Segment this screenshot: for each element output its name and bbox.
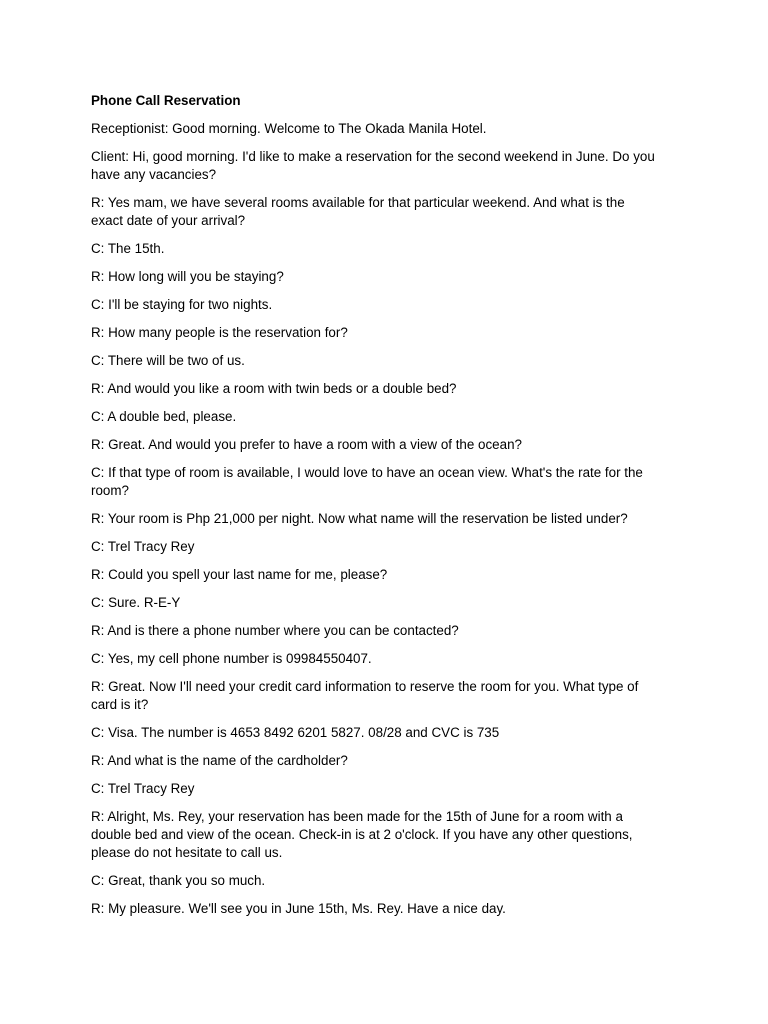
dialogue-line-12: C: If that type of room is available, I would love to have an ocean view. What's the rate for the room? xyxy=(91,465,643,498)
dialogue-line-5: R: How long will you be staying? xyxy=(91,269,284,284)
dialogue-line-22: C: Trel Tracy Rey xyxy=(91,781,195,796)
dialogue-line-6: C: I'll be staying for two nights. xyxy=(91,297,273,312)
dialogue-line-1: Receptionist: Good morning. Welcome to The Okada Manila Hotel. xyxy=(91,121,487,136)
dialogue-line-17: R: And is there a phone number where you can be contacted? xyxy=(91,623,459,638)
dialogue-line-7: R: How many people is the reservation for? xyxy=(91,325,348,340)
dialogue-line-16: C: Sure. R-E-Y xyxy=(91,595,181,610)
dialogue-line-14: C: Trel Tracy Rey xyxy=(91,539,195,554)
dialogue-line-21: R: And what is the name of the cardholder? xyxy=(91,753,348,768)
dialogue-line-13: R: Your room is Php 21,000 per night. Now what name will the reservation be listed under? xyxy=(91,511,628,526)
dialogue-line-8: C: There will be two of us. xyxy=(91,353,245,368)
document-page xyxy=(91,92,691,928)
dialogue-line-25: R: My pleasure. We'll see you in June 15th, Ms. Rey. Have a nice day. xyxy=(91,901,506,916)
dialogue-line-10: C: A double bed, please. xyxy=(91,409,237,424)
dialogue-line-23: R: Alright, Ms. Rey, your reservation has been made for the 15th of June for a room with a double bed and view of the ocean. Check-in is at 2 o'clock. If you have any other questions, please do not hesitate to call us. xyxy=(91,809,633,860)
dialogue-line-4: C: The 15th. xyxy=(91,241,165,256)
dialogue-line-2: Client: Hi, good morning. I'd like to make a reservation for the second weekend in June. Do you have any vacancies? xyxy=(91,149,655,182)
dialogue-line-11: R: Great. And would you prefer to have a room with a view of the ocean? xyxy=(91,437,522,452)
dialogue-line-24: C: Great, thank you so much. xyxy=(91,873,266,888)
dialogue-line-19: R: Great. Now I'll need your credit card information to reserve the room for you. What type of card is it? xyxy=(91,679,639,712)
dialogue-line-9: R: And would you like a room with twin beds or a double bed? xyxy=(91,381,457,396)
dialogue-line-15: R: Could you spell your last name for me, please? xyxy=(91,567,388,582)
dialogue-line-3: R: Yes mam, we have several rooms available for that particular weekend. And what is the exact date of your arrival? xyxy=(91,195,625,228)
document-title: Phone Call Reservation xyxy=(91,93,241,108)
dialogue-line-20: C: Visa. The number is 4653 8492 6201 5827. 08/28 and CVC is 735 xyxy=(91,725,500,740)
dialogue-line-18: C: Yes, my cell phone number is 09984550407. xyxy=(91,651,372,666)
